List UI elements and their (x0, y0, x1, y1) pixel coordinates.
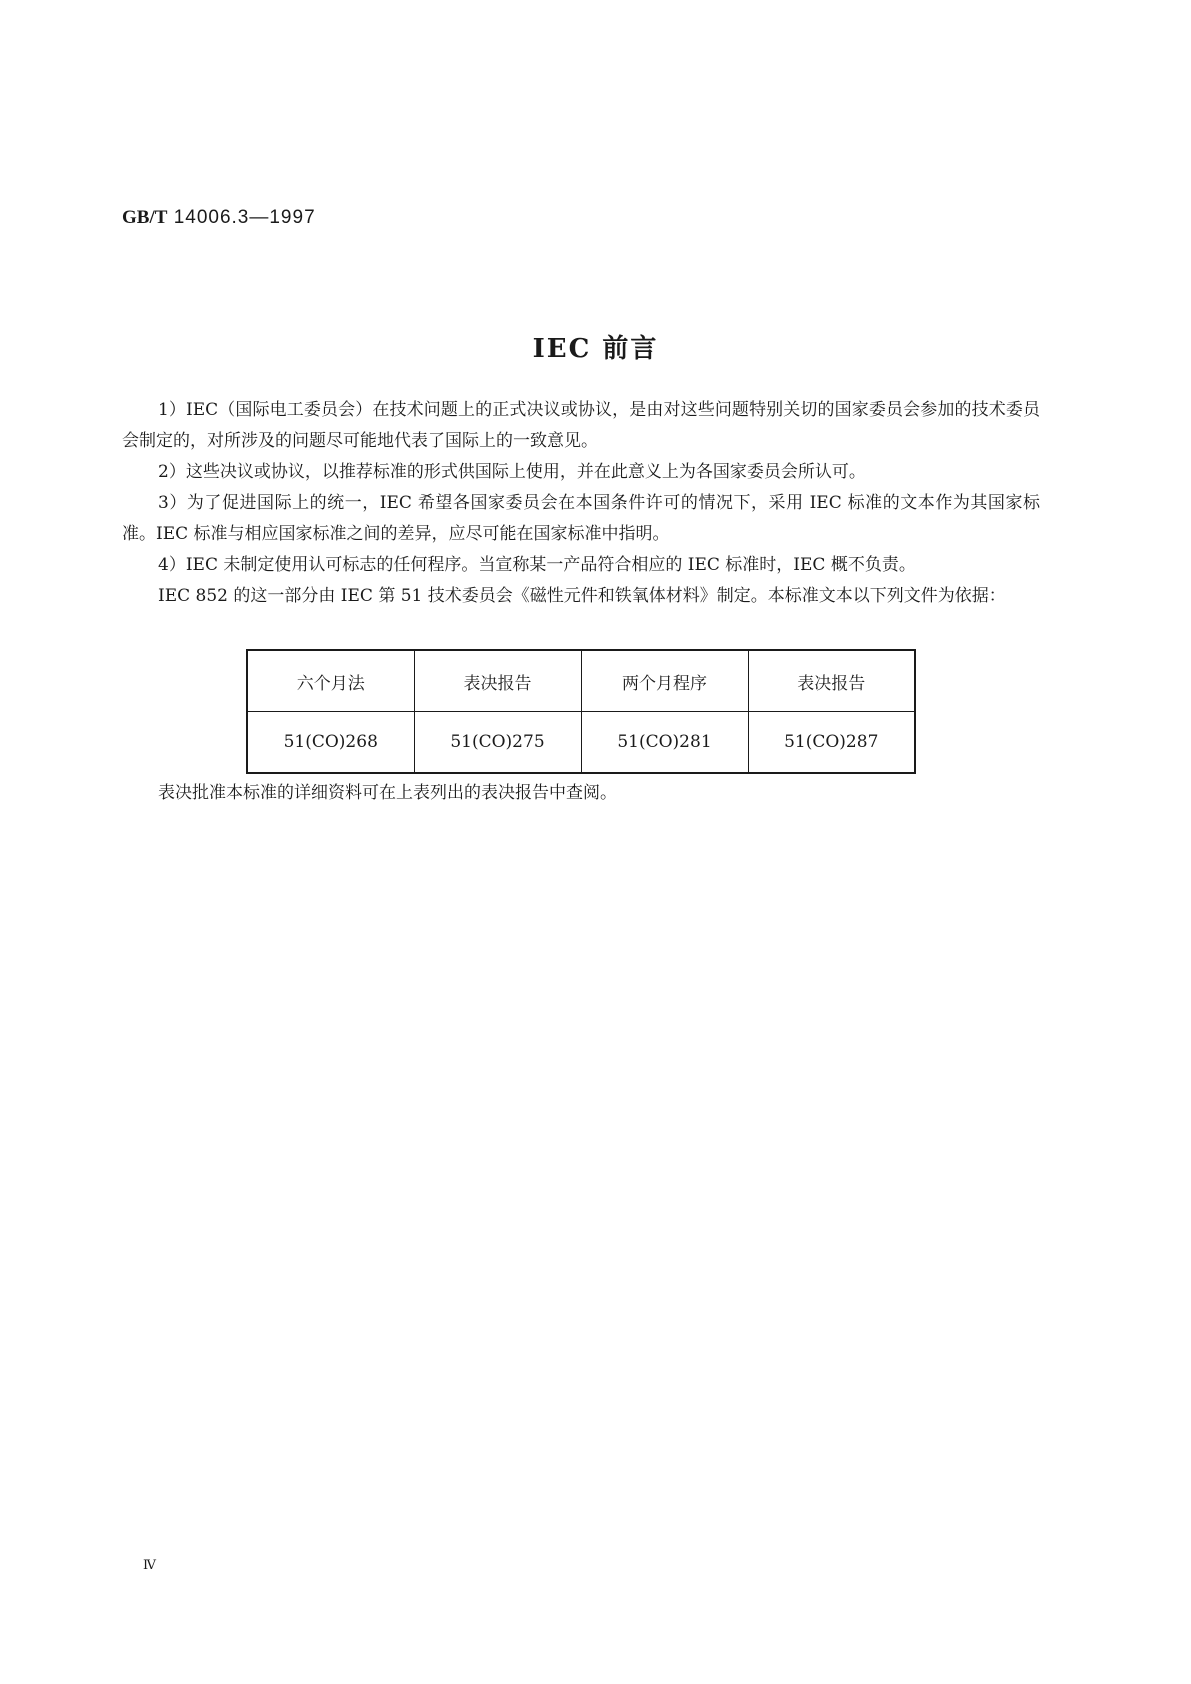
table-cell: 51(CO)281 (581, 712, 748, 774)
page-title: IEC 前言 (532, 334, 659, 364)
page-number: Ⅳ (143, 1558, 156, 1573)
paragraph-5: IEC 852 的这一部分由 IEC 第 51 技术委员会《磁性元件和铁氧体材料》制定。本标准文本以下列文件为依据： (158, 586, 1006, 606)
standard-number (122, 207, 316, 229)
table-header-cell: 表决报告 (748, 650, 915, 712)
paragraph-1: 1）IEC（国际电工委员会）在技术问题上的正式决议或协议，是由对这些问题特别关切的国家委员会参加的技术委员会制定的，对所涉及的问题尽可能地代表了国际上的一致意见。 (122, 400, 1040, 451)
table-cell: 51(CO)275 (414, 712, 581, 774)
paragraph-2: 2）这些决议或协议，以推荐标准的形式供国际上使用，并在此意义上为各国家委员会所认可。 (158, 462, 866, 482)
table-header-row (247, 650, 915, 712)
after-table-note: 表决批准本标准的详细资料可在上表列出的表决报告中查阅。 (158, 783, 617, 803)
table-cell: 51(CO)287 (748, 712, 915, 774)
standard-code: 14006.3—1997 (173, 207, 316, 228)
voting-table (246, 649, 916, 774)
table-header-cell: 六个月法 (247, 650, 414, 712)
table-header-cell: 两个月程序 (581, 650, 748, 712)
table-cell: 51(CO)268 (247, 712, 414, 774)
paragraph-3: 3）为了促进国际上的统一，IEC 希望各国家委员会在本国条件许可的情况下，采用 IEC 标准的文本作为其国家标准。IEC 标准与相应国家标准之间的差异，应尽可能在国家标准中指明。 (122, 493, 1040, 544)
table-header-cell: 表决报告 (414, 650, 581, 712)
standard-prefix: GB/T (122, 207, 168, 228)
foreword-body (122, 395, 1040, 612)
paragraph-4: 4）IEC 未制定使用认可标志的任何程序。当宣称某一产品符合相应的 IEC 标准时，IEC 概不负责。 (158, 555, 916, 575)
table-row (247, 712, 915, 774)
